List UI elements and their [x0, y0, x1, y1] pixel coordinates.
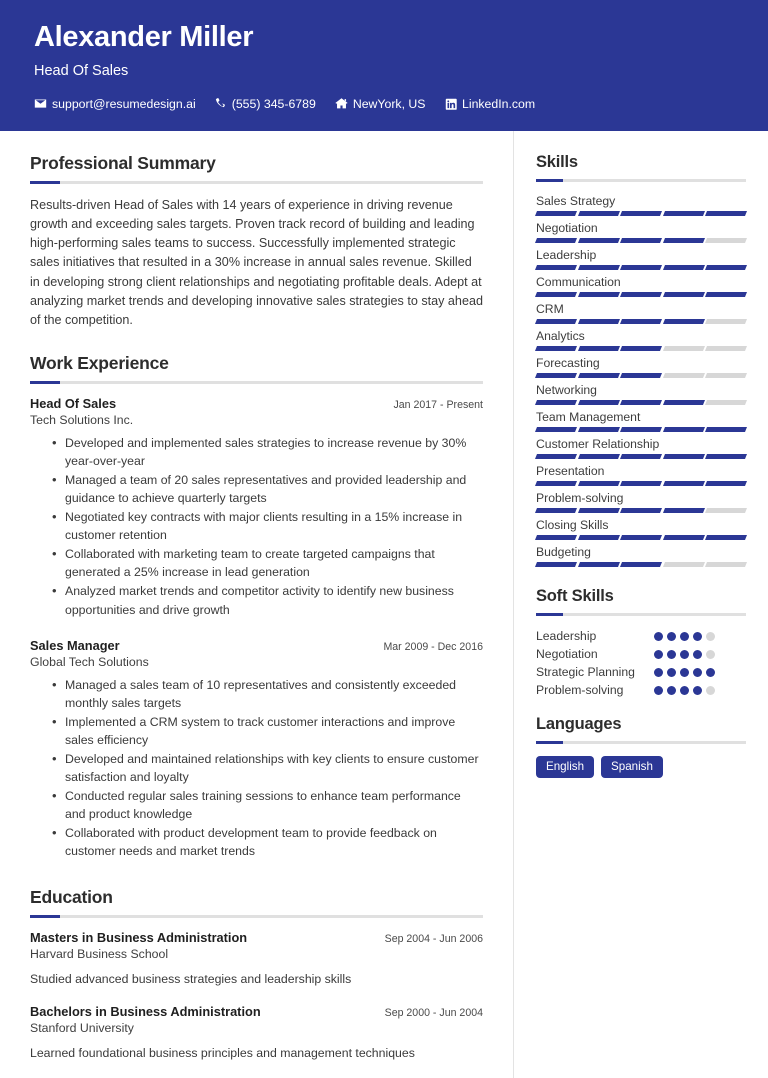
skill-label: Customer Relationship — [536, 437, 660, 451]
skill-row — [536, 221, 746, 243]
contact-linkedin[interactable] — [445, 97, 536, 111]
education-dates: Sep 2004 - Jun 2006 — [384, 933, 483, 946]
education-description: Studied advanced business strategies and leadership skills — [30, 972, 352, 987]
section-professional-summary — [30, 153, 483, 330]
skill-bar-segment — [535, 211, 577, 216]
soft-skills-heading: Soft Skills — [536, 587, 614, 605]
skill-row — [536, 248, 746, 270]
experience-bullet: • Developed and implemented sales strategies to increase revenue by 30% year-over-year — [52, 434, 483, 470]
skill-bar-segment — [705, 373, 747, 378]
skill-row — [536, 329, 746, 351]
skill-row — [536, 410, 746, 432]
skill-label: Team Management — [536, 410, 641, 424]
education-dates: Sep 2000 - Jun 2004 — [384, 1006, 483, 1019]
skill-bar-segment — [663, 481, 705, 486]
skill-bar-segment — [620, 454, 662, 459]
education-description: Learned foundational business principles and management techniques — [30, 1045, 415, 1060]
education-heading: Education — [30, 887, 113, 908]
skill-bar-segment — [578, 400, 620, 405]
skill-bar-segment — [663, 562, 705, 567]
skill-bar-segment — [578, 292, 620, 297]
soft-skill-dot — [680, 668, 689, 677]
skill-label: Communication — [536, 275, 621, 289]
soft-skill-dot — [667, 650, 676, 659]
skill-level-bar — [536, 427, 746, 432]
soft-skill-dot — [680, 632, 689, 641]
skill-bar-segment — [578, 508, 620, 513]
experience-heading: Work Experience — [30, 352, 169, 373]
skill-bar-segment — [620, 427, 662, 432]
skill-bar-segment — [663, 373, 705, 378]
skill-bar-segment — [620, 562, 662, 567]
candidate-name: Alexander Miller — [34, 21, 254, 53]
skill-label: Negotiation — [536, 221, 598, 235]
skill-bar-segment — [705, 427, 747, 432]
skill-row — [536, 302, 746, 324]
skill-bar-segment — [663, 454, 705, 459]
skill-bar-segment — [663, 346, 705, 351]
skill-level-bar — [536, 211, 746, 216]
experience-organization: Global Tech Solutions — [30, 654, 149, 669]
skill-bar-segment — [535, 427, 577, 432]
skills-heading: Skills — [536, 153, 578, 171]
soft-skill-row — [536, 646, 746, 662]
skill-label: Leadership — [536, 248, 597, 262]
skill-bar-segment — [705, 292, 747, 297]
contact-location[interactable] — [335, 97, 426, 111]
soft-skill-dots — [654, 628, 726, 641]
education-degree: Bachelors in Business Administration — [30, 1003, 261, 1019]
soft-skill-label: Leadership — [536, 629, 597, 643]
experience-bullet: • Collaborated with marketing team to create targeted campaigns that generated a 25% increase in lead generation — [52, 545, 483, 581]
skill-bar-segment — [663, 319, 705, 324]
skill-label: Analytics — [536, 329, 585, 343]
skill-bar-segment — [620, 211, 662, 216]
skill-bar-segment — [663, 427, 705, 432]
skill-level-bar — [536, 562, 746, 567]
skill-bar-segment — [663, 535, 705, 540]
experience-bullet: • Negotiated key contracts with major clients resulting in a 15% increase in customer retention — [52, 508, 483, 544]
skill-bar-segment — [620, 481, 662, 486]
skill-bar-segment — [705, 508, 747, 513]
skill-level-bar — [536, 319, 746, 324]
skill-bar-segment — [578, 346, 620, 351]
experience-bullet: • Conducted regular sales training sessions to enhance team performance and product knowledge — [52, 787, 483, 823]
experience-role: Head Of Sales — [30, 395, 117, 411]
summary-heading: Professional Summary — [30, 153, 216, 173]
skill-label: CRM — [536, 302, 564, 316]
skill-bar-segment — [705, 346, 747, 351]
skill-bar-segment — [663, 211, 705, 216]
home-icon — [335, 97, 348, 110]
languages-divider — [536, 741, 746, 744]
skill-bar-segment — [535, 319, 577, 324]
skill-label: Forecasting — [536, 356, 600, 370]
soft-skill-dot — [667, 632, 676, 641]
phone-icon — [215, 97, 227, 110]
skill-bar-segment — [535, 373, 577, 378]
experience-bullet: • Managed a sales team of 10 representatives and consistently exceeded monthly sales targets — [52, 676, 483, 712]
skill-bar-segment — [578, 238, 620, 243]
skill-bar-segment — [578, 481, 620, 486]
experience-bullet-list — [30, 434, 483, 619]
soft-skill-dots — [654, 682, 726, 695]
experience-bullet-list — [30, 676, 483, 861]
skill-bar-segment — [535, 508, 577, 513]
section-work-experience — [30, 353, 483, 860]
skill-row — [536, 275, 746, 297]
experience-divider — [30, 381, 483, 384]
education-entry — [30, 1004, 483, 1062]
language-chip[interactable]: Spanish — [601, 756, 663, 778]
contact-phone[interactable] — [215, 97, 316, 111]
experience-dates: Jan 2017 - Present — [393, 398, 483, 411]
education-degree: Masters in Business Administration — [30, 930, 248, 946]
skill-label: Presentation — [536, 464, 605, 478]
contact-location-text: NewYork, US — [352, 96, 426, 111]
soft-skill-row — [536, 682, 746, 698]
soft-skill-dot — [667, 686, 676, 695]
skill-bar-segment — [578, 454, 620, 459]
skill-bar-segment — [578, 535, 620, 540]
skill-bar-segment — [578, 373, 620, 378]
skill-bar-segment — [535, 400, 577, 405]
section-languages — [536, 715, 746, 778]
contact-linkedin-text: LinkedIn.com — [462, 96, 536, 111]
education-entry-header — [30, 930, 483, 945]
main-column — [0, 131, 514, 1078]
soft-skill-dot — [654, 668, 663, 677]
skill-bar-segment — [705, 238, 747, 243]
skill-bar-segment — [620, 238, 662, 243]
education-school: Stanford University — [30, 1020, 134, 1035]
experience-entry — [30, 638, 483, 861]
skill-bar-segment — [578, 211, 620, 216]
language-chip[interactable]: English — [536, 756, 594, 778]
skill-level-bar — [536, 508, 746, 513]
experience-bullet: • Implemented a CRM system to track customer interactions and improve sales efficiency — [52, 713, 483, 749]
skill-bar-segment — [705, 211, 747, 216]
soft-skill-dot — [706, 650, 715, 659]
skill-bar-segment — [620, 319, 662, 324]
skill-bar-segment — [620, 535, 662, 540]
skill-level-bar — [536, 400, 746, 405]
skill-row — [536, 437, 746, 459]
section-skills — [536, 153, 746, 567]
skill-bar-segment — [535, 481, 577, 486]
soft-skill-dots — [654, 664, 726, 677]
education-divider — [30, 915, 483, 918]
contact-info-row — [34, 97, 734, 111]
skill-bar-segment — [663, 400, 705, 405]
skill-level-bar — [536, 292, 746, 297]
skill-label: Closing Skills — [536, 518, 609, 532]
contact-email[interactable] — [34, 97, 196, 111]
resume-header — [0, 0, 768, 131]
skill-bar-segment — [705, 319, 747, 324]
skill-bar-segment — [620, 265, 662, 270]
soft-skill-label: Negotiation — [536, 647, 598, 662]
summary-text: Results-driven Head of Sales with 14 years of experience in driving revenue growth and exceeding sales targets. Proven track record of building and leading high-performing sales teams to success. Successfully implemented strategic sales initiatives that resulted in a 30% increase in annual sales revenue. Skilled in developing strong client relationships and negotiating profitable deals. Adept at analyzing market trends and developing innovative sales strategies to stay ahead of the competition. — [30, 198, 483, 327]
skills-list — [536, 194, 746, 567]
soft-skill-label: Problem-solving — [536, 683, 624, 698]
skill-row — [536, 518, 746, 540]
skill-level-bar — [536, 346, 746, 351]
skill-bar-segment — [535, 292, 577, 297]
skill-label: Problem-solving — [536, 491, 624, 505]
skill-bar-segment — [705, 400, 747, 405]
soft-skill-row — [536, 664, 746, 680]
envelope-icon — [34, 97, 47, 110]
skill-bar-segment — [535, 346, 577, 351]
skill-bar-segment — [620, 373, 662, 378]
soft-skill-dot — [706, 668, 715, 677]
soft-skill-dot — [680, 650, 689, 659]
soft-skill-dot — [693, 668, 702, 677]
skill-label: Budgeting — [536, 545, 591, 559]
section-education — [30, 887, 483, 1062]
skill-bar-segment — [620, 292, 662, 297]
skill-bar-segment — [578, 427, 620, 432]
skill-row — [536, 356, 746, 378]
skill-row — [536, 194, 746, 216]
skills-divider — [536, 179, 746, 182]
languages-heading: Languages — [536, 715, 622, 734]
skill-level-bar — [536, 265, 746, 270]
soft-skill-dots — [654, 646, 726, 659]
experience-dates: Mar 2009 - Dec 2016 — [383, 640, 483, 653]
soft-skills-list — [536, 628, 746, 698]
skill-level-bar — [536, 373, 746, 378]
skill-bar-segment — [620, 346, 662, 351]
skill-bar-segment — [663, 238, 705, 243]
skill-bar-segment — [535, 265, 577, 270]
candidate-job-title: Head Of Sales — [34, 62, 129, 79]
skill-bar-segment — [620, 400, 662, 405]
education-entry — [30, 930, 483, 988]
languages-list — [536, 756, 746, 778]
skill-bar-segment — [535, 562, 577, 567]
linkedin-icon — [445, 98, 458, 111]
skill-bar-segment — [705, 562, 747, 567]
skill-level-bar — [536, 238, 746, 243]
soft-skill-dot — [680, 686, 689, 695]
summary-divider — [30, 181, 483, 184]
experience-bullet: • Developed and maintained relationships with key clients to ensure customer satisfaction and loyalty — [52, 750, 483, 786]
skill-bar-segment — [535, 454, 577, 459]
skill-bar-segment — [578, 319, 620, 324]
soft-skills-divider — [536, 613, 746, 616]
skill-bar-segment — [663, 508, 705, 513]
soft-skill-dot — [706, 632, 715, 641]
skill-bar-segment — [705, 265, 747, 270]
skill-row — [536, 491, 746, 513]
skill-bar-segment — [620, 508, 662, 513]
skill-label: Networking — [536, 383, 597, 397]
skill-bar-segment — [663, 292, 705, 297]
experience-organization: Tech Solutions Inc. — [30, 412, 134, 427]
resume-body — [0, 131, 768, 1078]
skill-bar-segment — [663, 265, 705, 270]
skill-level-bar — [536, 535, 746, 540]
skill-bar-segment — [578, 562, 620, 567]
soft-skill-dot — [693, 650, 702, 659]
soft-skill-dot — [693, 686, 702, 695]
skill-row — [536, 383, 746, 405]
education-school: Harvard Business School — [30, 947, 169, 962]
contact-email-text: support@resumedesign.ai — [52, 96, 196, 111]
contact-phone-text: (555) 345-6789 — [231, 96, 316, 111]
soft-skill-row — [536, 628, 746, 644]
experience-bullet: • Managed a team of 20 sales representatives and provided leadership and guidance to achieve quarterly targets — [52, 471, 483, 507]
soft-skill-dot — [654, 632, 663, 641]
skill-label: Sales Strategy — [536, 194, 616, 208]
experience-entry-header — [30, 396, 483, 411]
soft-skill-dot — [654, 686, 663, 695]
skill-row — [536, 464, 746, 486]
soft-skill-dot — [693, 632, 702, 641]
skill-bar-segment — [535, 238, 577, 243]
skill-bar-segment — [705, 481, 747, 486]
skill-bar-segment — [578, 265, 620, 270]
skill-row — [536, 545, 746, 567]
section-soft-skills — [536, 587, 746, 698]
experience-entry — [30, 396, 483, 619]
soft-skill-dot — [654, 650, 663, 659]
skill-bar-segment — [535, 535, 577, 540]
soft-skill-dot — [706, 686, 715, 695]
skill-level-bar — [536, 481, 746, 486]
experience-entry-header — [30, 638, 483, 653]
education-entry-header — [30, 1004, 483, 1019]
experience-role: Sales Manager — [30, 637, 120, 653]
experience-bullet: • Collaborated with product development team to provide feedback on customer needs and market trends — [52, 824, 483, 860]
experience-bullet: • Analyzed market trends and competitor activity to identify new business opportunities and drive growth — [52, 582, 483, 618]
sidebar-column — [514, 131, 768, 1078]
skill-level-bar — [536, 454, 746, 459]
skill-bar-segment — [705, 535, 747, 540]
soft-skill-label: Strategic Planning — [536, 665, 635, 680]
skill-bar-segment — [705, 454, 747, 459]
soft-skill-dot — [667, 668, 676, 677]
